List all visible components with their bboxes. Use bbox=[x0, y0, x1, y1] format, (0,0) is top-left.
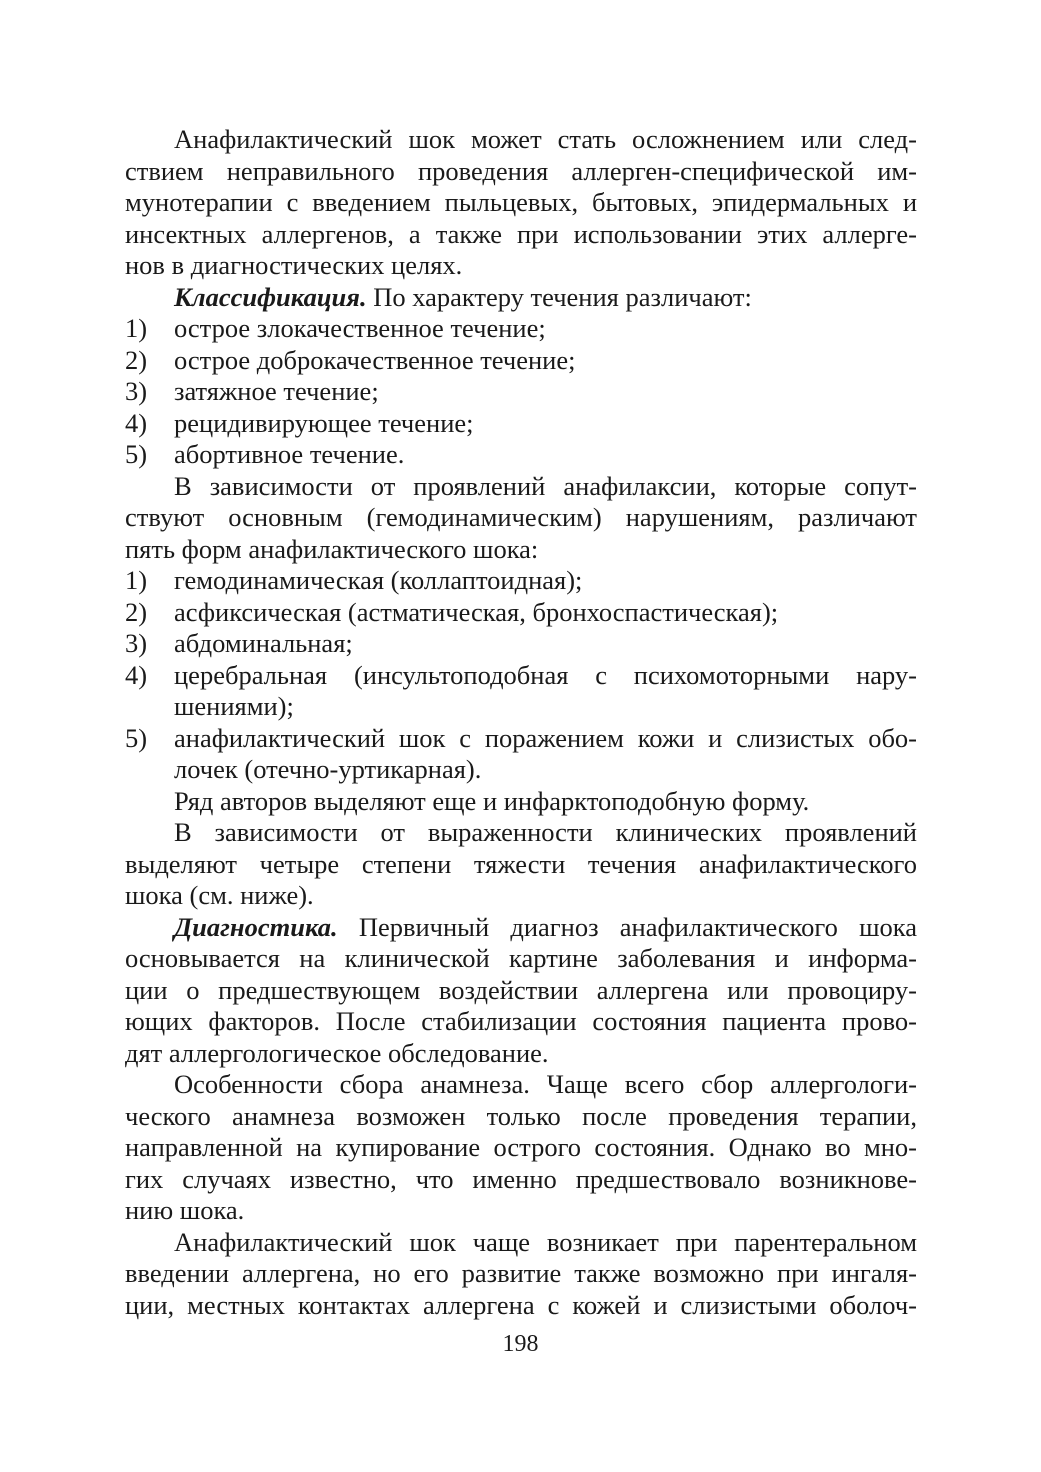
text-line: ющих факторов. После стабилизации состояния пациента прово- bbox=[125, 1006, 917, 1036]
page-text bbox=[125, 124, 917, 1321]
list-item-number: 1) bbox=[125, 313, 148, 343]
text-line: мунотерапии с введением пыльцевых, бытовых, эпидермальных и bbox=[125, 187, 917, 217]
paragraph-intro bbox=[125, 124, 917, 282]
page-number: 198 bbox=[502, 1331, 539, 1357]
text-line: нов в диагностических целях. bbox=[125, 250, 463, 280]
paragraph-parenteral bbox=[125, 1227, 917, 1322]
text-line: выделяют четыре степени тяжести течения анафилактического bbox=[125, 848, 917, 879]
diagnostics-heading-line bbox=[125, 912, 917, 944]
text-line: основывается на клинической картине заболевания и информа- bbox=[125, 943, 917, 973]
list-item-continuation: шениями); bbox=[174, 691, 294, 721]
text-line: ствуют основным (гемодинамическим) нарушениям, различают bbox=[125, 502, 917, 532]
list-item bbox=[125, 660, 917, 692]
text-line: В зависимости от проявлений анафилаксии, которые сопут- bbox=[174, 470, 917, 501]
list-item-text: церебральная (инсультоподобная с психомоторными нару- bbox=[174, 659, 917, 690]
text-line: ции о предшествующем воздействии аллергена или провоциру- bbox=[125, 974, 917, 1005]
diagnostics-text: Первичный диагноз анафилактического шока bbox=[337, 911, 917, 942]
list-item bbox=[125, 723, 917, 755]
text-line: шока (см. ниже). bbox=[125, 880, 314, 910]
list-item-text: рецидивирующее течение; bbox=[174, 407, 474, 438]
text-line: ствием неправильного проведения аллерген-специфической им- bbox=[125, 155, 917, 186]
paragraph-anamnesis bbox=[125, 1069, 917, 1227]
list-item bbox=[125, 628, 917, 660]
list-item bbox=[125, 313, 917, 345]
text-line: Анафилактический шок может стать осложнением или след- bbox=[174, 124, 917, 154]
list-item-number: 2) bbox=[125, 596, 148, 627]
text-line: В зависимости от выраженности клинических проявлений bbox=[174, 817, 917, 847]
list-item-text: затяжное течение; bbox=[174, 376, 379, 406]
list-item-number: 5) bbox=[125, 722, 148, 753]
text-line: пять форм анафилактического шока: bbox=[125, 533, 539, 564]
text-line: Анафилактический шок чаще возникает при парентеральном bbox=[174, 1226, 917, 1257]
text-line: инсектных аллергенов, а также при использовании этих аллерге- bbox=[125, 218, 917, 249]
paragraph-severity bbox=[125, 817, 917, 912]
text-line: Особенности сбора анамнеза. Чаще всего сбор аллергологи- bbox=[174, 1069, 917, 1099]
diagnostics-heading: Диагностика. bbox=[174, 911, 338, 942]
list-item bbox=[125, 565, 917, 597]
list-item-number: 4) bbox=[125, 659, 148, 690]
list-item-number: 5) bbox=[125, 439, 148, 469]
classification-heading-line bbox=[125, 282, 917, 314]
list-item-number: 1) bbox=[125, 565, 148, 595]
list-item bbox=[125, 439, 917, 471]
diagnostics-section bbox=[125, 912, 917, 1070]
list-item bbox=[125, 376, 917, 408]
paragraph-infarct-form: Ряд авторов выделяют еще и инфарктоподобную форму. bbox=[174, 785, 810, 816]
list-item bbox=[125, 345, 917, 377]
list-item-number: 4) bbox=[125, 407, 148, 438]
list-item-text: анафилактический шок с поражением кожи и слизистых обо- bbox=[174, 722, 917, 753]
list-item-continuation: лочек (отечно-уртикарная). bbox=[174, 754, 482, 784]
list-item-number: 3) bbox=[125, 376, 148, 406]
list-item-text: абортивное течение. bbox=[174, 439, 405, 469]
list-item-number: 3) bbox=[125, 628, 148, 658]
list-item-text: острое злокачественное течение; bbox=[174, 313, 546, 343]
text-line: ческого анамнеза возможен только после проведения терапии, bbox=[125, 1100, 917, 1131]
text-line: дят аллергологическое обследование. bbox=[125, 1037, 549, 1068]
list-item-text: гемодинамическая (коллаптоидная); bbox=[174, 565, 583, 595]
list-item-text: абдоминальная; bbox=[174, 628, 353, 658]
classification-text: По характеру течения различают: bbox=[366, 281, 752, 312]
classification-heading: Классификация. bbox=[174, 281, 367, 312]
list-item-text: асфиксическая (астматическая, бронхоспастическая); bbox=[174, 596, 779, 627]
text-line: гих случаях известно, что именно предшествовало возникнове- bbox=[125, 1163, 917, 1194]
list-item-text: острое доброкачественное течение; bbox=[174, 344, 576, 375]
classification-section bbox=[125, 282, 917, 471]
list-item bbox=[125, 597, 917, 629]
forms-list bbox=[125, 565, 917, 786]
list-item bbox=[125, 408, 917, 440]
text-line: ции, местных контактах аллергена с кожей и слизистыми оболоч- bbox=[125, 1289, 917, 1320]
text-line: введении аллергена, но его развитие также возможно при ингаля- bbox=[125, 1258, 917, 1288]
text-line: нию шока. bbox=[125, 1195, 245, 1225]
paragraph-forms-intro bbox=[125, 471, 917, 566]
list-item-number: 2) bbox=[125, 344, 148, 375]
text-line: направленной на купирование острого состояния. Однако во мно- bbox=[125, 1132, 917, 1162]
